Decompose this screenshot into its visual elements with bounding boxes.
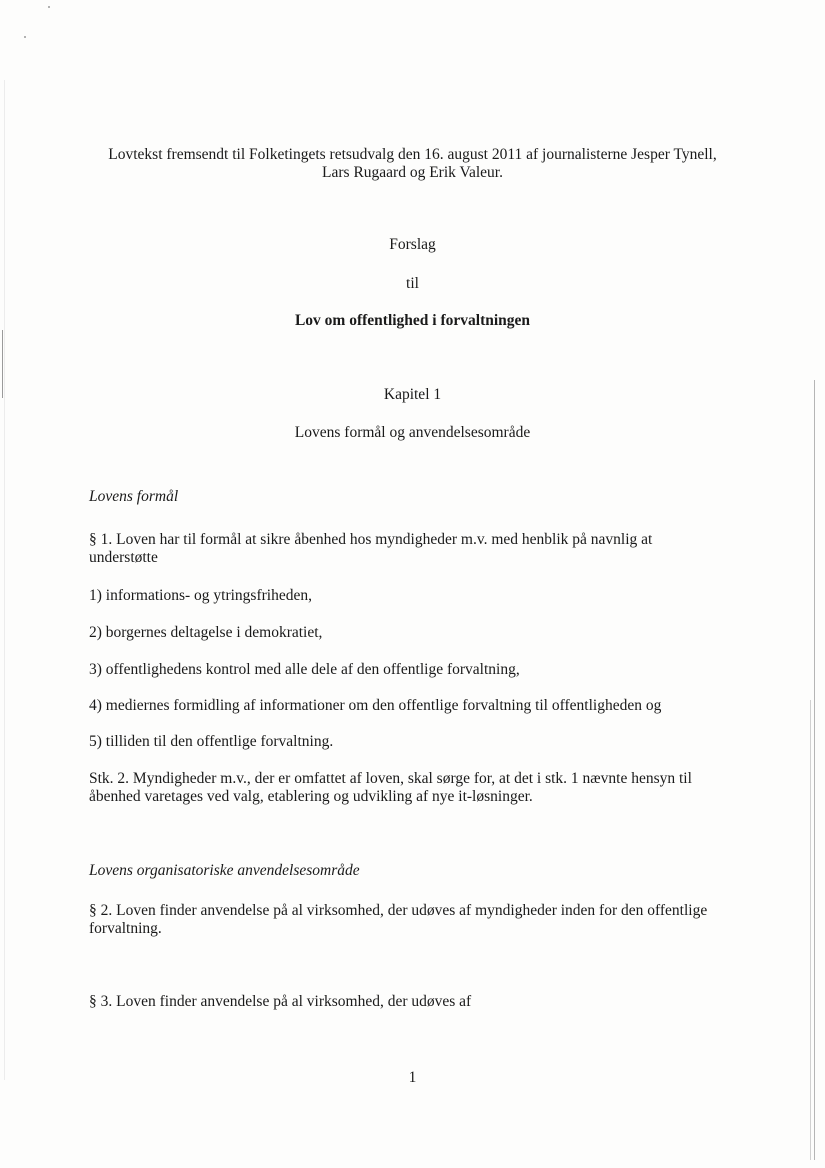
section-heading: Lovens organisatoriske anvendelsesområde bbox=[89, 862, 360, 879]
paragraph-line: åbenhed varetages ved valg, etablering og udvikling af nye it-løsninger. bbox=[89, 788, 533, 805]
intro-line: Lars Rugaard og Erik Valeur. bbox=[322, 164, 503, 181]
scan-edge-mark bbox=[814, 380, 815, 1160]
paragraph-line: § 2. Loven finder anvendelse på al virksomhed, der udøves af myndigheder inden for den offentlige bbox=[89, 902, 708, 919]
scan-speck bbox=[48, 6, 50, 8]
list-item: 1) informations- og ytringsfriheden, bbox=[89, 587, 312, 604]
chapter-heading: Lovens formål og anvendelsesområde bbox=[294, 424, 531, 441]
page-number: 1 bbox=[408, 1069, 417, 1086]
scan-speck bbox=[24, 36, 26, 38]
list-item: 4) mediernes formidling af informationer om den offentlige forvaltning til offentligheden og bbox=[89, 697, 662, 714]
paragraph-line: § 3. Loven finder anvendelse på al virksomhed, der udøves af bbox=[89, 993, 472, 1010]
list-item: 2) borgernes deltagelse i demokratiet, bbox=[89, 624, 323, 641]
intro-line: Lovtekst fremsendt til Folketingets retsudvalg den 16. august 2011 af journalisterne Jesper Tynell, bbox=[108, 146, 717, 163]
scan-edge-mark bbox=[810, 700, 811, 1160]
law-title: Lov om offentlighed i forvaltningen bbox=[294, 312, 531, 329]
chapter-label: Kapitel 1 bbox=[383, 386, 442, 403]
paragraph-line: § 1. Loven har til formål at sikre åbenhed hos myndigheder m.v. med henblik på navnlig at bbox=[89, 531, 653, 548]
proposal-label: Forslag bbox=[389, 236, 436, 253]
paragraph-line: understøtte bbox=[89, 549, 158, 566]
paragraph-line: Stk. 2. Myndigheder m.v., der er omfattet af loven, skal sørge for, at det i stk. 1 nævnte hensyn til bbox=[89, 770, 692, 787]
scan-edge-mark bbox=[4, 80, 5, 1080]
paragraph-line: forvaltning. bbox=[89, 920, 162, 937]
list-item: 5) tilliden til den offentlige forvaltning. bbox=[89, 733, 334, 750]
section-heading: Lovens formål bbox=[89, 488, 179, 505]
proposal-til: til bbox=[406, 275, 419, 292]
list-item: 3) offentlighedens kontrol med alle dele af den offentlige forvaltning, bbox=[89, 661, 520, 678]
